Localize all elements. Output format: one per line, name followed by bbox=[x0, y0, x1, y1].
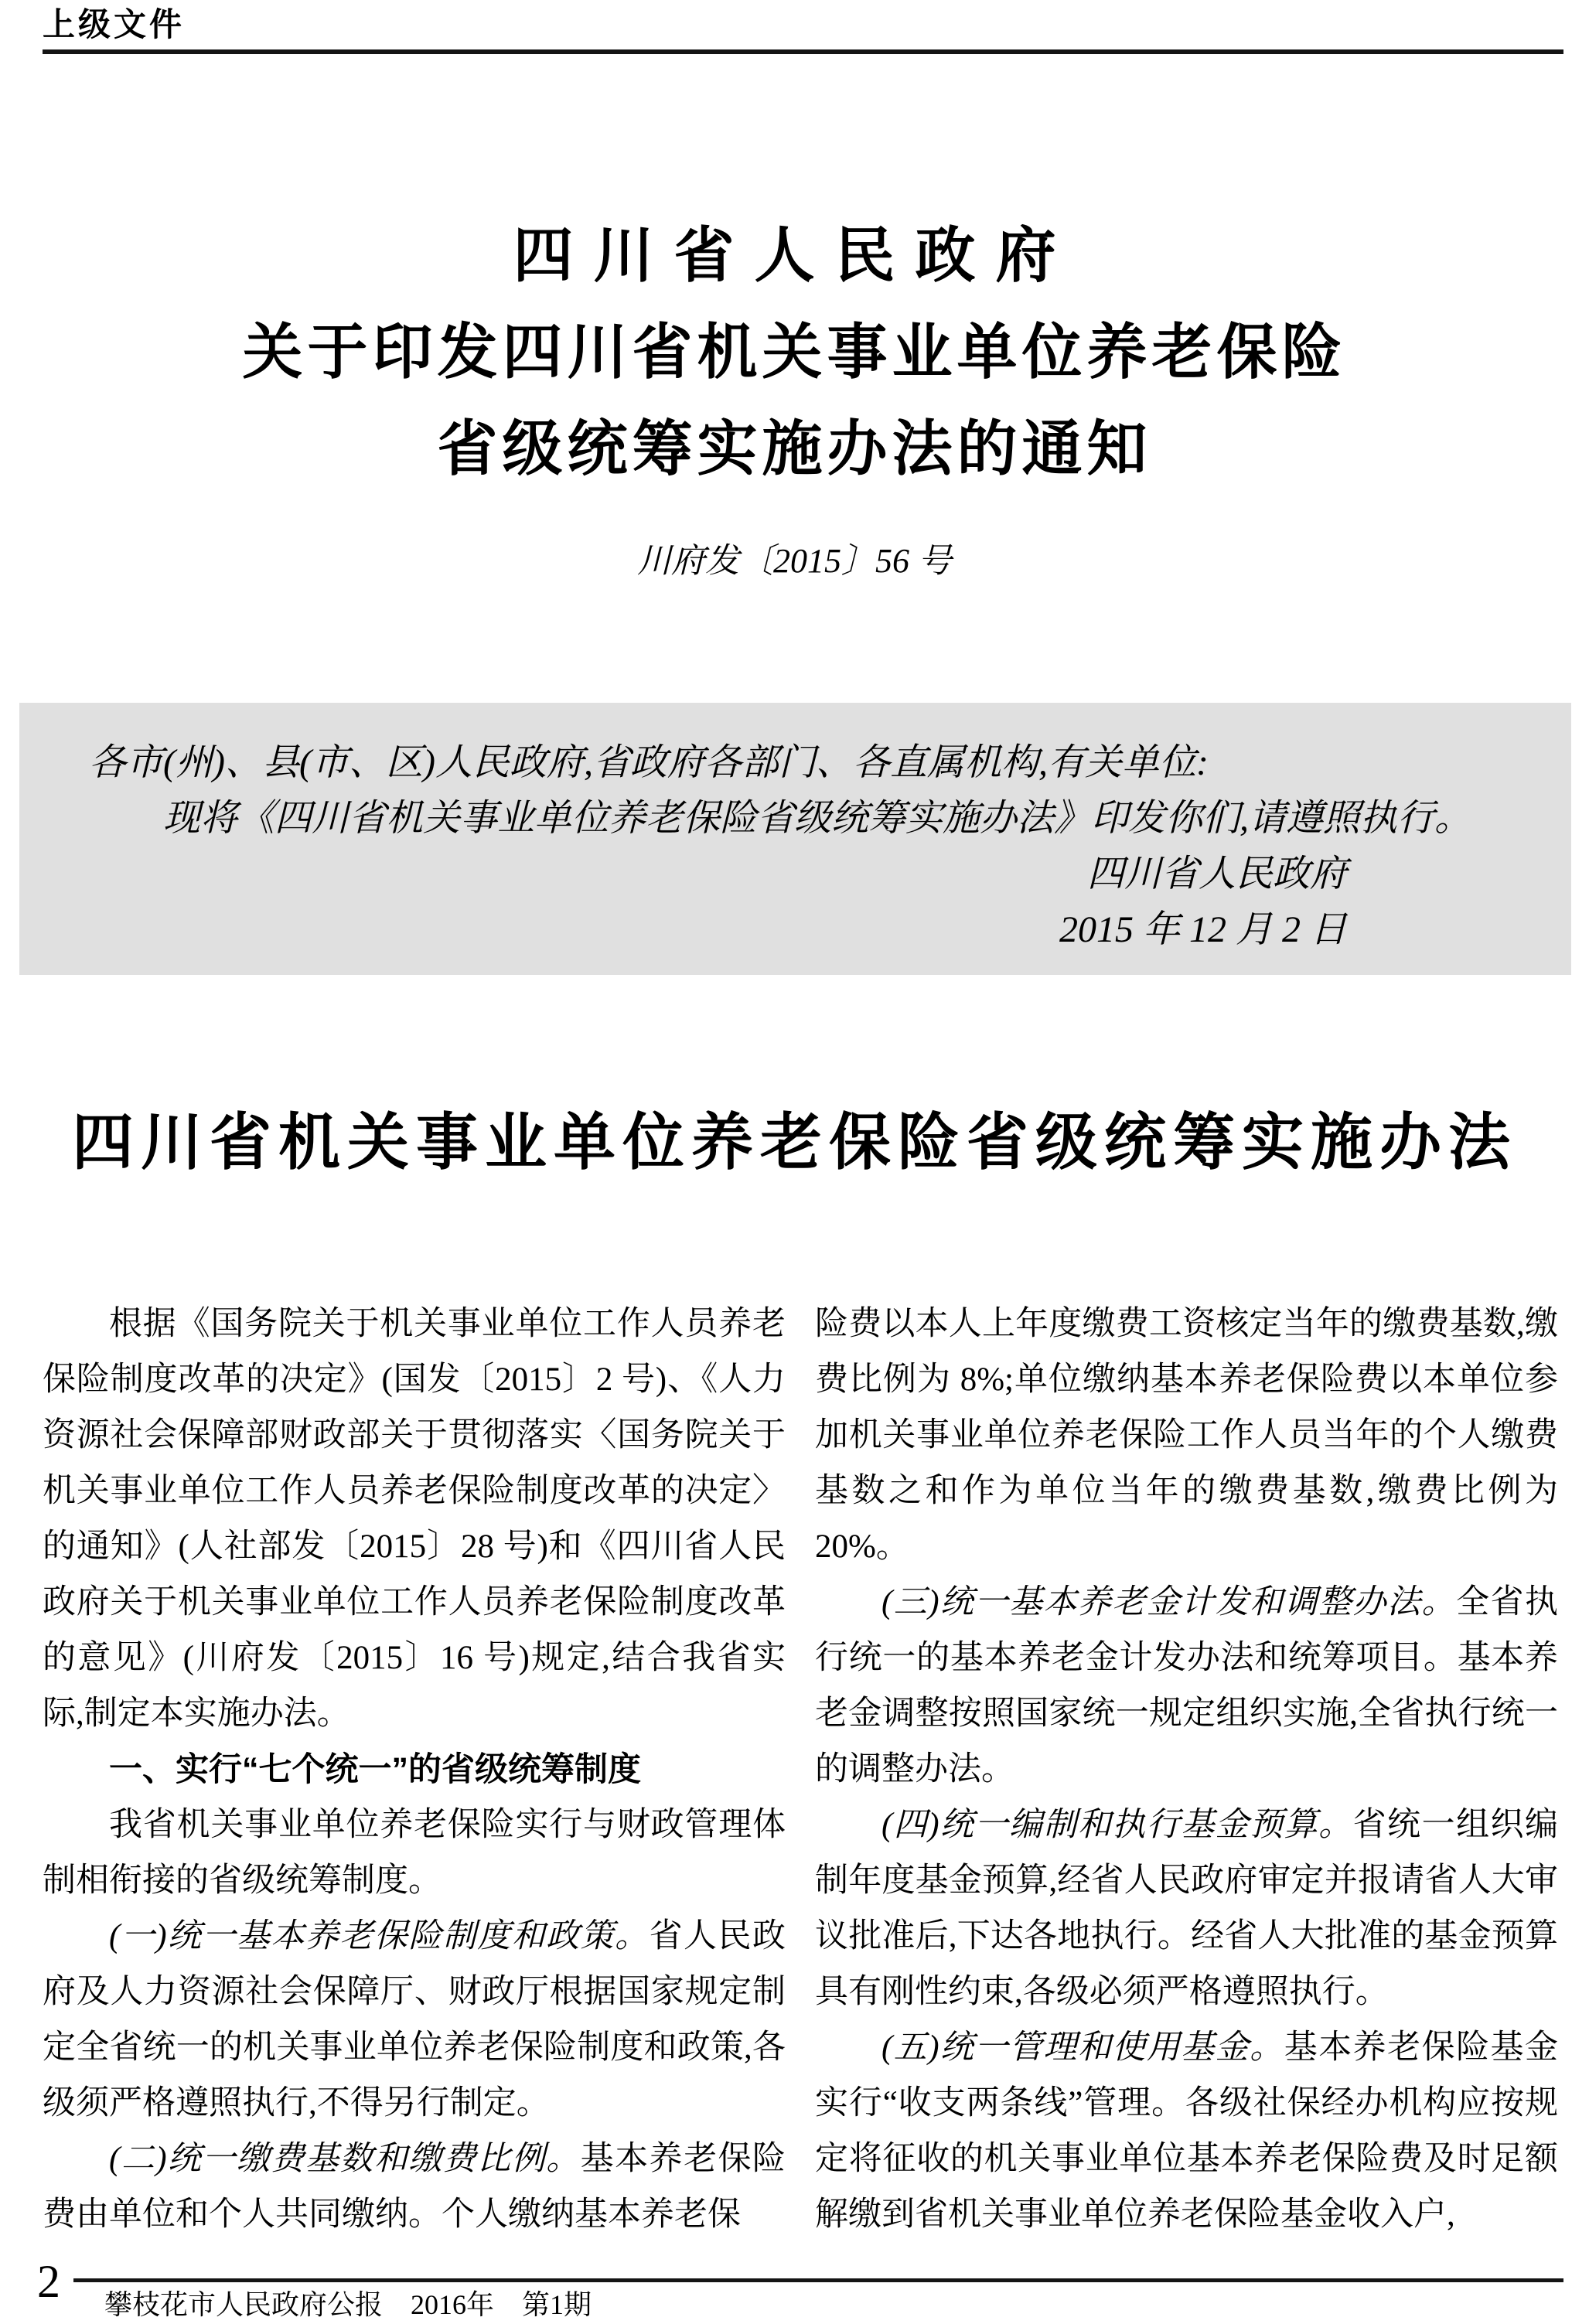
header-rule bbox=[43, 49, 1563, 54]
item-lead: (四)统一编制和执行基金预算。 bbox=[881, 1807, 1353, 1843]
body-heading: 一、实行“七个统一”的省级统筹制度 bbox=[109, 1751, 641, 1788]
body-paragraph: (一)统一基本养老保险制度和政策。省人民政府及人力资源社会保障厅、财政厅根据国家规定制定全省统一的机关事业单位养老保险制度和政策,各级须严格遵照执行,不得另行制定。 bbox=[43, 1918, 786, 2121]
body-paragraph: 根据《国务院关于机关事业单位工作人员养老保险制度改革的决定》(国发〔2015〕2 号)、《人力资源社会保障部财政部关于贯彻落实〈国务院关于机关事业单位工作人员养老保险制度改革的决定〉的通知》(人社部发〔2015〕28 号)和《四川省人民政府关于机关事业单位工作人员养老保险制度改革的意见》(川府发〔2015〕16 号)规定,结合我省实际,制定本实施办法。 bbox=[43, 1306, 786, 1732]
body-column-right bbox=[815, 1297, 1558, 2243]
notice-signer: 四川省人民政府 bbox=[1086, 854, 1347, 895]
document-title-line-2: 关于印发四川省机关事业单位养老保险 bbox=[242, 319, 1347, 386]
body-paragraph: (三)统一基本养老金计发和调整办法。全省执行统一的基本养老金计发办法和统筹项目。基本养老金调整按照国家统一规定组织实施,全省执行统一的调整办法。 bbox=[815, 1584, 1558, 1787]
notice-body: 现将《四川省机关事业单位养老保险省级统筹实施办法》印发你们,请遵照执行。 bbox=[163, 798, 1472, 839]
body-column-left bbox=[43, 1297, 786, 2243]
footer-publication-info: 攀枝花市人民政府公报 2016年 第1期 bbox=[104, 2289, 592, 2320]
body-paragraph: (四)统一编制和执行基金预算。省统一组织编制年度基金预算,经省人民政府审定并报请省人大审议批准后,下达各地执行。经省人大批准的基金预算具有刚性约束,各级必须严格遵照执行。 bbox=[815, 1807, 1559, 2010]
document-title-line-3: 省级统筹实施办法的通知 bbox=[437, 415, 1152, 482]
measure-title: 四川省机关事业单位养老保险省级统筹实施办法 bbox=[72, 1109, 1517, 1177]
body-paragraph: 我省机关事业单位养老保险实行与财政管理体制相衔接的省级统筹制度。 bbox=[43, 1807, 786, 1899]
item-lead: (五)统一管理和使用基金。 bbox=[881, 2029, 1284, 2066]
notice-sign-date: 2015 年 12 月 2 日 bbox=[1059, 909, 1347, 950]
body-paragraph: 险费以本人上年度缴费工资核定当年的缴费基数,缴费比例为 8%;单位缴纳基本养老保险费以本单位参加机关事业单位养老保险工作人员当年的个人缴费基数之和作为单位当年的缴费基数,缴费比例为 20%。 bbox=[815, 1306, 1558, 1565]
notice-salutation: 各市(州)、县(市、区)人民政府,省政府各部门、各直属机构,有关单位: bbox=[89, 742, 1209, 783]
body-paragraph: (二)统一缴费基数和缴费比例。基本养老保险费由单位和个人共同缴纳。个人缴纳基本养老保 bbox=[43, 2141, 786, 2233]
document-title-line-1: 四川省人民政府 bbox=[513, 222, 1076, 289]
document-number: 川府发〔2015〕56 号 bbox=[637, 542, 952, 580]
item-lead: (三)统一基本养老金计发和调整办法。 bbox=[881, 1584, 1457, 1620]
item-lead: (二)统一缴费基数和缴费比例。 bbox=[109, 2141, 581, 2177]
footer-rule bbox=[73, 2278, 1563, 2282]
notice-box bbox=[19, 703, 1571, 975]
page-number: 2 bbox=[37, 2256, 60, 2307]
body-paragraph: (五)统一管理和使用基金。基本养老保险基金实行“收支两条线”管理。各级社保经办机构应按规定将征收的机关事业单位基本养老保险费及时足额解缴到省机关事业单位养老保险基金收入户, bbox=[815, 2029, 1559, 2233]
page-footer bbox=[0, 2254, 1589, 2324]
document-title bbox=[0, 207, 1589, 497]
body-columns bbox=[0, 1297, 1589, 2243]
item-lead: (一)统一基本养老保险制度和政策。 bbox=[109, 1918, 650, 1954]
section-label: 上级文件 bbox=[43, 6, 186, 43]
